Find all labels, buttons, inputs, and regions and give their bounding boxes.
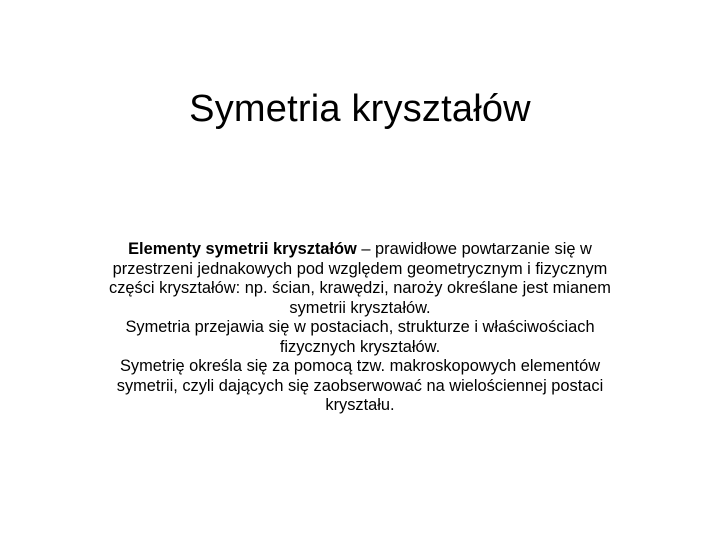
definition-term: Elementy symetrii kryształów [128, 240, 357, 258]
slide-body [108, 240, 612, 416]
slide-title: Symetria kryształów [189, 88, 531, 130]
paragraph-definition [108, 240, 612, 318]
paragraph-determination: Symetrię określa się za pomocą tzw. makroskopowych elementów symetrii, czyli dających się zaobserwować na wielościennej postaci kryształu. [116, 357, 604, 414]
definition-text: – prawidłowe powtarzanie się w przestrzeni jednakowych pod względem geometrycznym i fizycznym części kryształów: np. ścian, krawędzi, naroży określane jest mianem symetrii kryształów. [109, 240, 611, 317]
paragraph-manifestation: Symetria przejawia się w postaciach, strukturze i właściwościach fizycznych kryształów. [125, 318, 595, 356]
